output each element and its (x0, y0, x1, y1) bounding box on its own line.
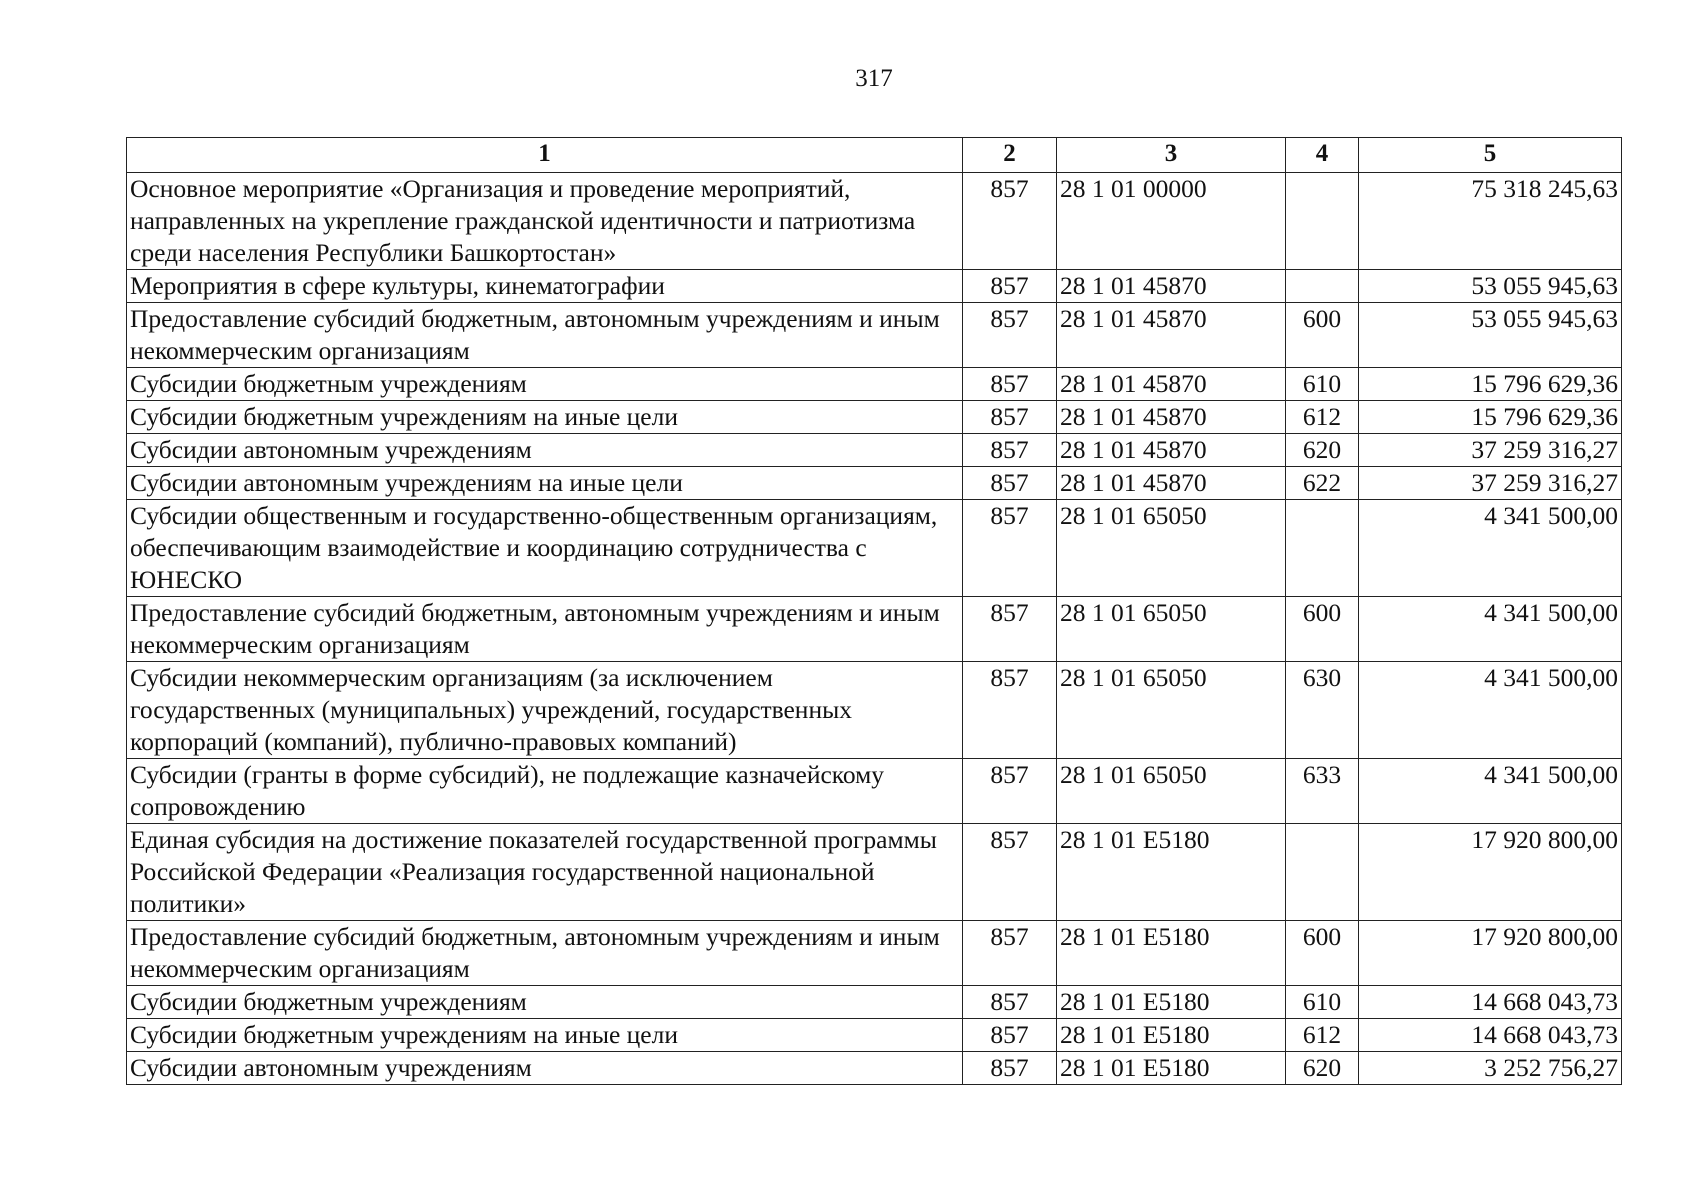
row-target-article: 28 1 01 65050 (1057, 597, 1286, 662)
row-expense-type (1286, 173, 1359, 270)
row-target-article: 28 1 01 E5180 (1057, 1052, 1286, 1085)
row-name: Субсидии общественным и государственно-общественным организациям, обеспечивающим взаимодействие и координацию сотрудничества с ЮНЕСКО (127, 500, 963, 597)
row-target-article: 28 1 01 45870 (1057, 434, 1286, 467)
row-expense-type: 600 (1286, 303, 1359, 368)
table-row (127, 368, 1622, 401)
row-code: 857 (963, 368, 1057, 401)
row-target-article: 28 1 01 45870 (1057, 467, 1286, 500)
row-name: Субсидии некоммерческим организациям (за исключением государственных (муниципальных) учреждений, государственных корпораций (компаний), публично-правовых компаний) (127, 662, 963, 759)
row-name: Мероприятия в сфере культуры, кинематографии (127, 270, 963, 303)
row-code: 857 (963, 597, 1057, 662)
row-amount: 3 252 756,27 (1359, 1052, 1622, 1085)
row-name: Субсидии (гранты в форме субсидий), не подлежащие казначейскому сопровождению (127, 759, 963, 824)
row-target-article: 28 1 01 65050 (1057, 759, 1286, 824)
row-amount: 4 341 500,00 (1359, 597, 1622, 662)
table-row (127, 173, 1622, 270)
row-expense-type: 612 (1286, 401, 1359, 434)
row-target-article: 28 1 01 E5180 (1057, 824, 1286, 921)
row-amount: 4 341 500,00 (1359, 662, 1622, 759)
row-expense-type: 612 (1286, 1019, 1359, 1052)
column-header-2: 2 (963, 138, 1057, 173)
row-amount: 15 796 629,36 (1359, 368, 1622, 401)
row-code: 857 (963, 500, 1057, 597)
row-expense-type: 610 (1286, 368, 1359, 401)
row-name: Основное мероприятие «Организация и проведение мероприятий, направленных на укрепление гражданской идентичности и патриотизма среди населения Республики Башкортостан» (127, 173, 963, 270)
row-code: 857 (963, 467, 1057, 500)
table-row (127, 662, 1622, 759)
row-amount: 14 668 043,73 (1359, 1019, 1622, 1052)
row-code: 857 (963, 1052, 1057, 1085)
row-target-article: 28 1 01 E5180 (1057, 921, 1286, 986)
row-target-article: 28 1 01 45870 (1057, 303, 1286, 368)
row-name: Предоставление субсидий бюджетным, автономным учреждениям и иным некоммерческим организациям (127, 303, 963, 368)
row-amount: 4 341 500,00 (1359, 500, 1622, 597)
table-row (127, 1019, 1622, 1052)
table-row (127, 303, 1622, 368)
row-code: 857 (963, 986, 1057, 1019)
table-row (127, 270, 1622, 303)
row-expense-type: 620 (1286, 1052, 1359, 1085)
table-row (127, 500, 1622, 597)
row-code: 857 (963, 270, 1057, 303)
row-name: Субсидии бюджетным учреждениям на иные цели (127, 401, 963, 434)
row-code: 857 (963, 1019, 1057, 1052)
row-expense-type (1286, 500, 1359, 597)
row-code: 857 (963, 434, 1057, 467)
table-row (127, 986, 1622, 1019)
row-target-article: 28 1 01 65050 (1057, 500, 1286, 597)
row-name: Субсидии автономным учреждениям (127, 434, 963, 467)
row-target-article: 28 1 01 00000 (1057, 173, 1286, 270)
row-name: Предоставление субсидий бюджетным, автономным учреждениям и иным некоммерческим организациям (127, 921, 963, 986)
row-amount: 17 920 800,00 (1359, 824, 1622, 921)
row-target-article: 28 1 01 65050 (1057, 662, 1286, 759)
row-target-article: 28 1 01 E5180 (1057, 1019, 1286, 1052)
row-expense-type: 610 (1286, 986, 1359, 1019)
row-amount: 53 055 945,63 (1359, 303, 1622, 368)
row-code: 857 (963, 921, 1057, 986)
row-name: Субсидии бюджетным учреждениям (127, 986, 963, 1019)
row-expense-type: 600 (1286, 921, 1359, 986)
row-expense-type: 620 (1286, 434, 1359, 467)
row-name: Субсидии бюджетным учреждениям (127, 368, 963, 401)
row-name: Субсидии автономным учреждениям (127, 1052, 963, 1085)
table-row (127, 824, 1622, 921)
row-name: Субсидии бюджетным учреждениям на иные цели (127, 1019, 963, 1052)
column-header-5: 5 (1359, 138, 1622, 173)
row-amount: 17 920 800,00 (1359, 921, 1622, 986)
column-header-4: 4 (1286, 138, 1359, 173)
row-amount: 53 055 945,63 (1359, 270, 1622, 303)
table-row (127, 759, 1622, 824)
table-row (127, 921, 1622, 986)
table-row (127, 1052, 1622, 1085)
table-row (127, 401, 1622, 434)
row-target-article: 28 1 01 E5180 (1057, 986, 1286, 1019)
row-code: 857 (963, 824, 1057, 921)
row-expense-type (1286, 270, 1359, 303)
budget-table (126, 137, 1622, 1085)
row-code: 857 (963, 662, 1057, 759)
table-header-row (127, 138, 1622, 173)
table-row (127, 467, 1622, 500)
row-name: Предоставление субсидий бюджетным, автономным учреждениям и иным некоммерческим организациям (127, 597, 963, 662)
row-amount: 37 259 316,27 (1359, 434, 1622, 467)
row-expense-type (1286, 824, 1359, 921)
row-amount: 15 796 629,36 (1359, 401, 1622, 434)
row-amount: 14 668 043,73 (1359, 986, 1622, 1019)
row-name: Единая субсидия на достижение показателей государственной программы Российской Федерации «Реализация государственной национальной политики» (127, 824, 963, 921)
row-target-article: 28 1 01 45870 (1057, 401, 1286, 434)
row-expense-type: 600 (1286, 597, 1359, 662)
column-header-3: 3 (1057, 138, 1286, 173)
row-code: 857 (963, 173, 1057, 270)
row-amount: 75 318 245,63 (1359, 173, 1622, 270)
row-code: 857 (963, 759, 1057, 824)
row-expense-type: 630 (1286, 662, 1359, 759)
table-row (127, 597, 1622, 662)
row-name: Субсидии автономным учреждениям на иные цели (127, 467, 963, 500)
row-amount: 37 259 316,27 (1359, 467, 1622, 500)
row-target-article: 28 1 01 45870 (1057, 368, 1286, 401)
row-target-article: 28 1 01 45870 (1057, 270, 1286, 303)
page-number: 317 (855, 65, 893, 92)
table-row (127, 434, 1622, 467)
row-amount: 4 341 500,00 (1359, 759, 1622, 824)
row-expense-type: 633 (1286, 759, 1359, 824)
column-header-1: 1 (127, 138, 963, 173)
row-expense-type: 622 (1286, 467, 1359, 500)
row-code: 857 (963, 401, 1057, 434)
row-code: 857 (963, 303, 1057, 368)
